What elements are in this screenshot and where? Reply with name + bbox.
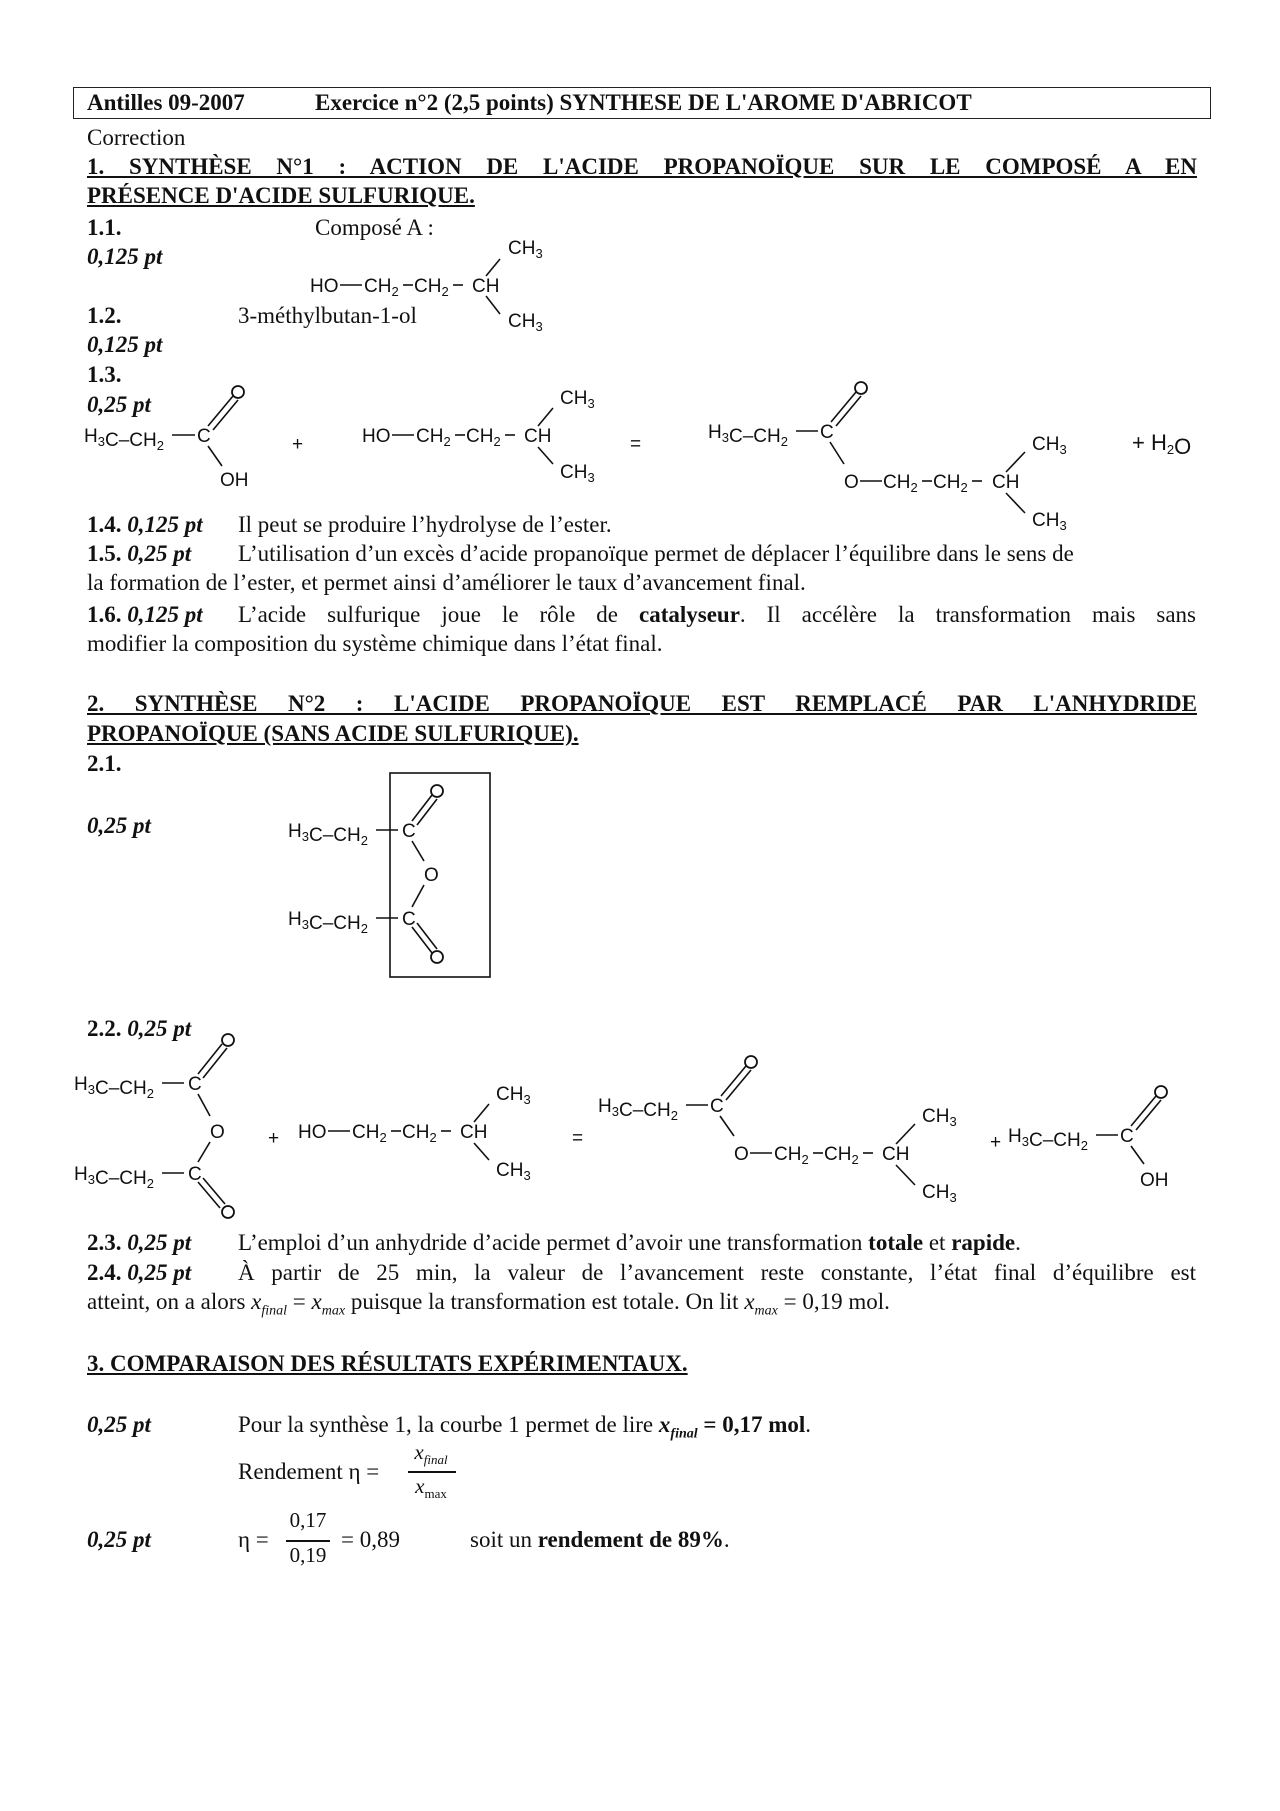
esterification-reaction-1 bbox=[80, 380, 1220, 530]
header-title: Exercice n°2 (2,5 points) SYNTHESE DE L'AROME D'ABRICOT bbox=[315, 90, 972, 115]
rendement-fraction-denominator: $x_{max}$ bbox=[415, 1474, 447, 1502]
svg-text:+: + bbox=[268, 1128, 280, 1149]
q2-1-number: 2.1. bbox=[87, 751, 122, 776]
svg-text:CH2: $CH_2$ bbox=[364, 276, 399, 299]
q1-1-label: Composé A : bbox=[315, 215, 434, 240]
svg-text:CH3: $CH_3$ bbox=[1032, 510, 1067, 530]
svg-text:CH3: $CH_3$ bbox=[508, 311, 543, 334]
section1-heading-line2: PRÉSENCE D'ACIDE SULFURIQUE. bbox=[87, 183, 475, 208]
conclusion: soit un rendement de 89%. bbox=[470, 1527, 730, 1552]
svg-text:=: = bbox=[572, 1128, 584, 1149]
svg-text:CH3: $CH_3$ bbox=[560, 388, 595, 411]
q1-3-number: 1.3. bbox=[87, 362, 122, 387]
eta-fraction-bar bbox=[286, 1540, 330, 1542]
q2-4-line2: atteint, on a alors $x_{final} = x_{max}$ puisque la transformation est totale. On lit $x_{max} = 0,19$ mol. bbox=[87, 1289, 890, 1319]
svg-text:C: C bbox=[710, 1096, 724, 1117]
svg-text:CH2: $CH_2$ bbox=[416, 426, 451, 449]
svg-text:CH2: $CH_2$ bbox=[774, 1144, 809, 1167]
svg-text:CH: CH bbox=[460, 1122, 488, 1143]
svg-text:CH: CH bbox=[472, 276, 500, 297]
svg-text:HO: HO bbox=[362, 426, 391, 447]
svg-text:CH: CH bbox=[992, 472, 1020, 493]
svg-text:CH2: $CH_2$ bbox=[933, 472, 968, 495]
svg-text:CH3: $CH_3$ bbox=[560, 462, 595, 485]
svg-text:+: + bbox=[292, 434, 304, 455]
svg-text:CH2: $CH_2$ bbox=[414, 276, 449, 299]
svg-text:O: O bbox=[844, 472, 859, 493]
q1-4-line: 1.4. 0,125 pt bbox=[87, 512, 203, 537]
correction-label: Correction bbox=[87, 125, 186, 150]
svg-text:H3C–CH2: $H_3C-CH_2$ bbox=[708, 422, 788, 449]
q1-5-line1: L’utilisation d’un excès d’acide propanoïque permet de déplacer l’équilibre dans le sens de bbox=[238, 541, 1074, 566]
svg-text:C: C bbox=[197, 426, 211, 447]
svg-text:CH: CH bbox=[882, 1144, 910, 1165]
q1-1-number: 1.1. bbox=[87, 215, 122, 240]
q2-4-line1: À partir de 25 min, la valeur de l’avancement reste constante, l’état final d’équilibre est bbox=[238, 1260, 1196, 1285]
svg-text:C: C bbox=[402, 821, 416, 842]
section3-points-1: 0,25 pt bbox=[87, 1412, 151, 1437]
svg-text:+ H2O: + H2O bbox=[1132, 430, 1192, 459]
q1-1-points: 0,125 pt bbox=[87, 244, 163, 269]
svg-text:CH2: $CH_2$ bbox=[466, 426, 501, 449]
svg-text:C: C bbox=[188, 1074, 202, 1095]
eta-fraction-denominator: 0,19 bbox=[289, 1543, 327, 1567]
svg-text:C: C bbox=[820, 422, 834, 443]
section2-heading-line1: 2. SYNTHÈSE N°2 : L'ACIDE PROPANOÏQUE EST REMPLACÉ PAR L'ANHYDRIDE bbox=[87, 691, 1197, 716]
q2-1-points: 0,25 pt bbox=[87, 813, 151, 838]
ch3-label: $CH_3$ bbox=[508, 238, 543, 261]
q1-6-line2: modifier la composition du système chimique dans l’état final. bbox=[87, 631, 663, 656]
q1-3-points: 0,25 pt bbox=[87, 392, 151, 417]
svg-text:CH2: $CH_2$ bbox=[824, 1144, 859, 1167]
svg-text:CH2: $CH_2$ bbox=[402, 1122, 437, 1145]
svg-text:H3C–CH2: $H_3C-CH_2$ bbox=[74, 1074, 154, 1101]
svg-text:O: O bbox=[734, 1144, 749, 1165]
svg-text:CH2: $CH_2$ bbox=[883, 472, 918, 495]
esterification-reaction-2 bbox=[70, 1030, 1190, 1220]
svg-text:CH3: $CH_3$ bbox=[922, 1106, 957, 1129]
section2-heading-line2: PROPANOÏQUE (SANS ACIDE SULFURIQUE). bbox=[87, 721, 579, 746]
rendement-fraction-numerator: $x_{final}$ bbox=[414, 1440, 448, 1468]
q1-2-name: 3-méthylbutan-1-ol bbox=[238, 303, 417, 328]
section3-points-2: 0,25 pt bbox=[87, 1527, 151, 1552]
svg-text:H3C–CH2: $H_3C-CH_2$ bbox=[288, 909, 368, 936]
svg-text:H3C–CH2: $H_3C-CH_2$ bbox=[288, 821, 368, 848]
svg-text:CH3: $CH_3$ bbox=[1032, 434, 1067, 457]
svg-text:CH3: $CH_3$ bbox=[922, 1182, 957, 1205]
section3-heading: 3. COMPARAISON DES RÉSULTATS EXPÉRIMENTAUX. bbox=[87, 1351, 688, 1376]
header-source: Antilles 09-2007 bbox=[87, 90, 245, 115]
q1-5-label: 1.5. 0,25 pt bbox=[87, 541, 192, 566]
svg-text:OH: OH bbox=[220, 470, 249, 491]
svg-text:+: + bbox=[990, 1132, 1002, 1153]
svg-text:CH: CH bbox=[524, 426, 552, 447]
q1-6-line1: L’acide sulfurique joue le rôle de catalyseur. Il accélère la transformation mais sans bbox=[238, 602, 1196, 627]
q1-2-number: 1.2. bbox=[87, 303, 122, 328]
svg-text:HO: HO bbox=[310, 276, 339, 297]
svg-text:CH3: $CH_3$ bbox=[496, 1160, 531, 1183]
eta-result: = 0,89 bbox=[341, 1527, 400, 1552]
svg-text:CH3: $CH_3$ bbox=[496, 1084, 531, 1107]
q2-3-text: L’emploi d’un anhydride d’acide permet d’avoir une transformation totale et rapide. bbox=[238, 1230, 1021, 1255]
svg-text:C: C bbox=[1120, 1126, 1134, 1147]
svg-text:CH2: $CH_2$ bbox=[352, 1122, 387, 1145]
eta-label: η = bbox=[238, 1527, 269, 1552]
section3-line1: Pour la synthèse 1, la courbe 1 permet de lire $x_{final} = 0,17$ mol. bbox=[238, 1412, 812, 1442]
q1-2-points: 0,125 pt bbox=[87, 332, 163, 357]
section1-heading-line1: 1. SYNTHÈSE N°1 : ACTION DE L'ACIDE PROPANOÏQUE SUR LE COMPOSÉ A EN bbox=[87, 154, 1197, 179]
rendement-label: Rendement η = bbox=[238, 1459, 380, 1484]
eta-fraction-numerator: 0,17 bbox=[289, 1508, 327, 1532]
q1-4-text: Il peut se produire l’hydrolyse de l’ester. bbox=[238, 512, 612, 537]
svg-text:OH: OH bbox=[1140, 1170, 1169, 1191]
svg-text:H3C–CH2: $H_3C-CH_2$ bbox=[84, 426, 164, 453]
svg-text:H3C–CH2: $H_3C-CH_2$ bbox=[598, 1096, 678, 1123]
rendement-fraction-bar bbox=[408, 1471, 456, 1473]
svg-text:C: C bbox=[188, 1164, 202, 1185]
q2-2-label: 2.2. 0,25 pt bbox=[87, 1016, 192, 1041]
svg-text:H3C–CH2: $H_3C-CH_2$ bbox=[1008, 1126, 1088, 1153]
svg-text:=: = bbox=[630, 434, 642, 455]
svg-text:O: O bbox=[210, 1122, 225, 1143]
svg-text:H3C–CH2: $H_3C-CH_2$ bbox=[74, 1164, 154, 1191]
q1-6-label: 1.6. 0,125 pt bbox=[87, 602, 203, 627]
q2-4-label: 2.4. 0,25 pt bbox=[87, 1260, 192, 1285]
q1-5-line2: la formation de l’ester, et permet ainsi d’améliorer le taux d’avancement final. bbox=[87, 570, 806, 595]
q2-3-label: 2.3. 0,25 pt bbox=[87, 1230, 192, 1255]
propanoic-anhydride-structure bbox=[280, 765, 500, 985]
svg-text:O: O bbox=[424, 865, 439, 886]
svg-text:C: C bbox=[402, 909, 416, 930]
svg-text:HO: HO bbox=[298, 1122, 327, 1143]
